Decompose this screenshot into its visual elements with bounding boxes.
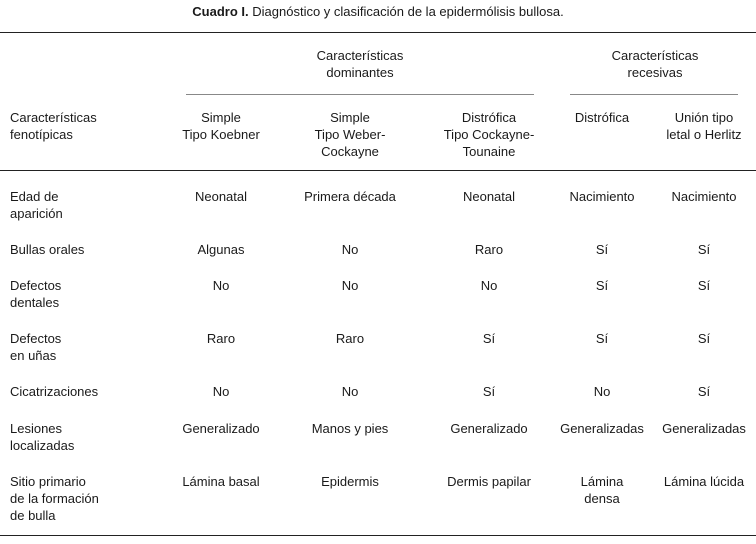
table-cell: Algunas [197, 242, 245, 257]
table-cell: No [593, 384, 611, 399]
table-cell: Generalizado [182, 421, 260, 436]
table-cell: Epidermis [321, 474, 379, 489]
table-cell: Sí [595, 331, 609, 346]
group-rule-recessive [570, 94, 738, 95]
row-label: Defectos dentales [10, 278, 62, 310]
table-cell: Nacimiento [569, 189, 635, 204]
column-header-distrofica-recessive: Distrófica [574, 110, 630, 125]
table-cell: Raro [474, 242, 504, 257]
table-cell: Primera década [304, 189, 396, 204]
table-cell: Sí [697, 331, 711, 346]
table-cell: Raro [206, 331, 236, 346]
row-label: Bullas orales [10, 242, 85, 257]
table-cell: Dermis papilar [447, 474, 531, 489]
column-header-distrofica-cockayne-tounaine: Distrófica Tipo Cockayne- Tounaine [443, 110, 535, 159]
table-label: Cuadro I. [192, 4, 249, 19]
table-cell: No [212, 384, 230, 399]
table-cell: Sí [595, 242, 609, 257]
group-header-recessive: Características recesivas [611, 48, 699, 80]
table-cell: Lámina basal [182, 474, 260, 489]
table-cell: Sí [697, 242, 711, 257]
row-label: Defectos en uñas [10, 331, 62, 363]
group-header-dominant: Características dominantes [316, 48, 404, 80]
column-header-union-letal-herlitz: Unión tipo letal o Herlitz [666, 110, 742, 142]
row-label: Lesiones localizadas [10, 421, 75, 453]
table-cell: No [341, 242, 359, 257]
table-cell: Lámina densa [580, 474, 624, 506]
table-cell: Sí [482, 331, 496, 346]
table-cell: No [212, 278, 230, 293]
table-cell: Sí [697, 278, 711, 293]
table-cell: Lámina lúcida [663, 474, 745, 489]
table-cell: Sí [697, 384, 711, 399]
row-label: Edad de aparición [10, 189, 63, 221]
table-cell: Sí [482, 384, 496, 399]
table-title: Diagnóstico y clasificación de la epidermólisis bullosa. [252, 4, 564, 19]
row-label: Cicatrizaciones [10, 384, 99, 399]
column-header-phenotype: Características fenotípicas [10, 110, 97, 142]
bottom-rule [0, 535, 756, 536]
table-cell: Raro [335, 331, 365, 346]
table-cell: Nacimiento [671, 189, 737, 204]
table-cell: Manos y pies [311, 421, 389, 436]
group-rule-dominant [186, 94, 534, 95]
table-cell: No [480, 278, 498, 293]
table-cell: Neonatal [462, 189, 516, 204]
table-cell: No [341, 278, 359, 293]
table-cell: No [341, 384, 359, 399]
column-header-simple-koebner: Simple Tipo Koebner [182, 110, 260, 142]
header-rule [0, 170, 756, 171]
top-rule [0, 32, 756, 33]
table-cell: Neonatal [194, 189, 248, 204]
row-label: Sitio primario de la formación de bulla [10, 474, 99, 523]
table-caption [0, 3, 756, 20]
table-cell: Sí [595, 278, 609, 293]
table-cell: Generalizado [450, 421, 528, 436]
table-cell: Generalizadas [560, 421, 644, 436]
column-header-simple-weber-cockayne: Simple Tipo Weber- Cockayne [314, 110, 386, 159]
table-cell: Generalizadas [662, 421, 746, 436]
